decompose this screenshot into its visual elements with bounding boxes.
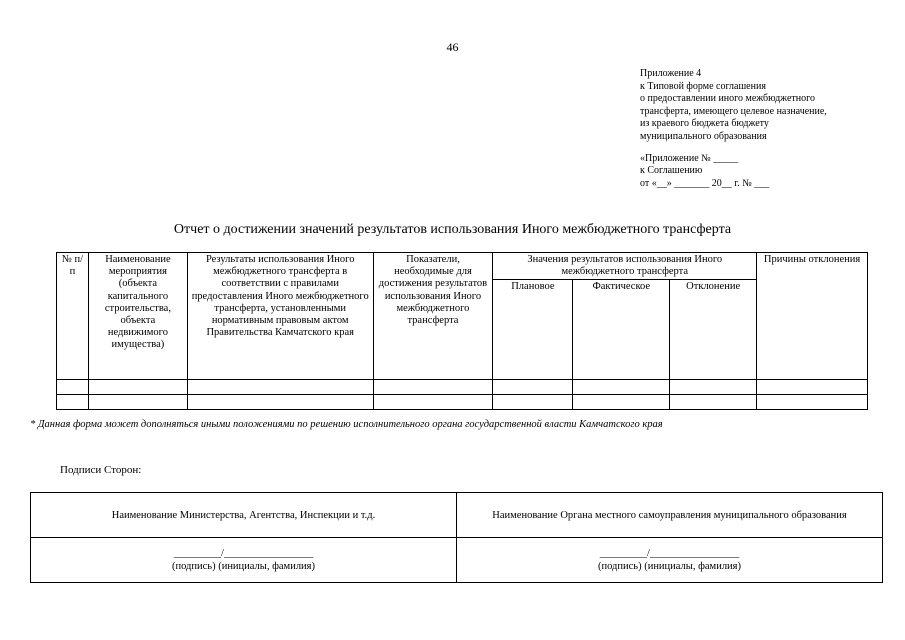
table-cell[interactable] — [493, 380, 573, 395]
appendix-line: Приложение 4 — [640, 68, 702, 79]
table-cell[interactable] — [187, 380, 373, 395]
agreement-line: «Приложение № _____ — [640, 152, 739, 164]
table-row — [57, 380, 868, 395]
agreement-line: к Соглашению — [640, 165, 703, 177]
left-org-name: Наименование Министерства, Агентства, Инспекции и т.д. — [31, 493, 457, 538]
header-event: Наименование мероприятия (объекта капитального строительства, объекта недвижимого имущества) — [88, 253, 187, 380]
left-signature-cell[interactable] — [31, 538, 457, 583]
signatures-org-row — [31, 493, 883, 538]
page-number: 46 — [446, 40, 459, 54]
header-reasons: Причины отклонения — [757, 253, 868, 380]
appendix-line: трансферта, имеющего целевое назначение, — [640, 105, 827, 117]
table-cell[interactable] — [573, 380, 670, 395]
table-cell[interactable] — [373, 380, 493, 395]
signatures-table — [30, 492, 883, 583]
header-deviation: Отклонение — [670, 280, 757, 380]
table-row — [57, 395, 868, 410]
table-cell[interactable] — [573, 395, 670, 410]
footnote: * Данная форма может дополняться иными положениями по решению исполнительного органа государственной власти Камчатского края — [30, 419, 663, 430]
appendix-line: из краевого бюджета бюджету — [640, 118, 769, 130]
appendix-line: к Типовой форме соглашения — [640, 80, 766, 92]
header-results: Результаты использования Иного межбюджетного трансферта в соответствии с правилами предоставления Иного межбюджетного трансферта, установленными нормативным правовым актом Правительства Камчатского края — [187, 253, 373, 380]
table-header-row — [57, 253, 868, 280]
header-indicators: Показатели, необходимые для достижения результатов использования Иного межбюджетного трансферта — [373, 253, 493, 380]
signature-line: _________/_________________ — [599, 548, 740, 559]
signature-line: _________/_________________ — [173, 548, 314, 559]
appendix-line: муниципального образования — [640, 130, 767, 142]
table-cell[interactable] — [757, 380, 868, 395]
right-org-name: Наименование Органа местного самоуправления муниципального образования — [457, 493, 883, 538]
table-cell[interactable] — [670, 395, 757, 410]
report-table — [56, 252, 868, 410]
table-cell[interactable] — [757, 395, 868, 410]
spacer — [640, 144, 902, 153]
header-values: Значения результатов использования Иного межбюджетного трансферта — [493, 253, 757, 280]
table-cell[interactable] — [187, 395, 373, 410]
table-cell[interactable] — [493, 395, 573, 410]
signatures-heading: Подписи Сторон: — [60, 464, 142, 476]
table-cell[interactable] — [57, 380, 89, 395]
table-cell[interactable] — [88, 380, 187, 395]
header-planned: Плановое — [493, 280, 573, 380]
header-num: № п/п — [57, 253, 89, 380]
agreement-line: от «__» _______ 20__ г. № ___ — [640, 177, 770, 189]
signature-caption: (подпись) (инициалы, фамилия) — [597, 561, 742, 572]
signatures-sign-row — [31, 538, 883, 583]
table-cell[interactable] — [88, 395, 187, 410]
report-title: Отчет о достижении значений результатов использования Иного межбюджетного трансферта — [173, 222, 732, 237]
appendix-block — [640, 68, 902, 190]
table-cell[interactable] — [373, 395, 493, 410]
appendix-line: о предоставлении иного межбюджетного — [640, 93, 815, 105]
table-cell[interactable] — [57, 395, 89, 410]
table-cell[interactable] — [670, 380, 757, 395]
header-actual: Фактическое — [573, 280, 670, 380]
right-signature-cell[interactable] — [457, 538, 883, 583]
signature-caption: (подпись) (инициалы, фамилия) — [171, 561, 316, 572]
